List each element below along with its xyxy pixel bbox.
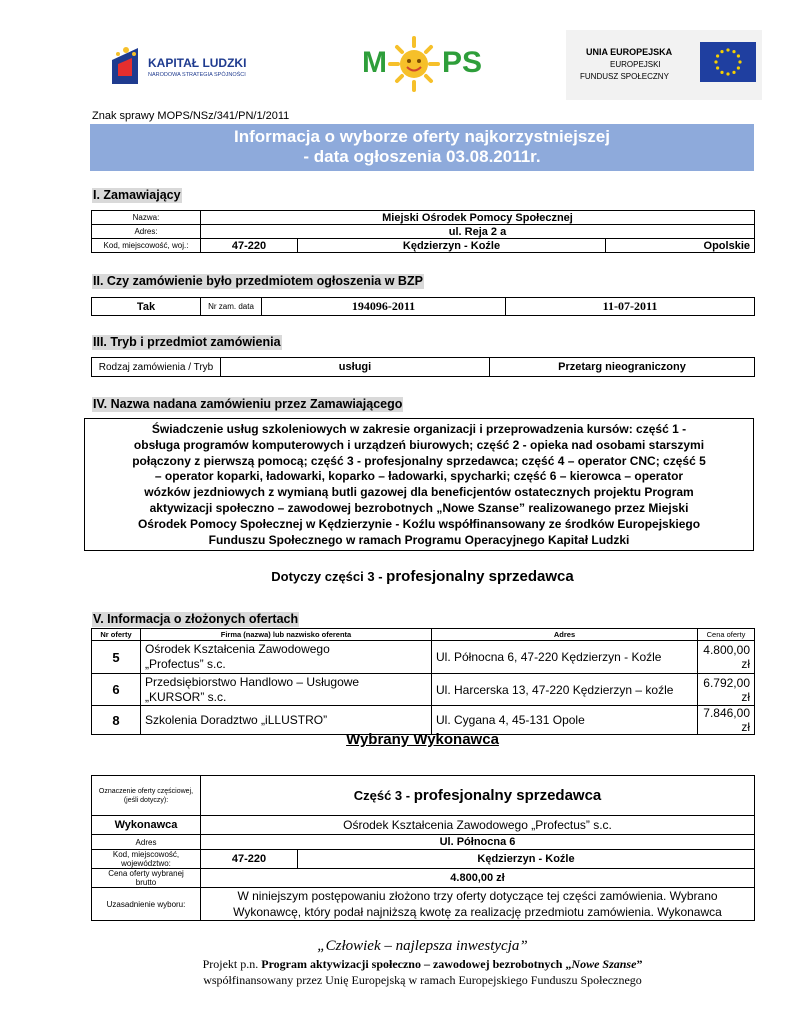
order-name-line: połączony z pierwszą pomocą; część 3 - profesjonalny sprzedawca; część 4 – operator CNC; część 5 bbox=[132, 453, 706, 468]
section3-heading: III. Tryb i przedmiot zamówienia bbox=[93, 335, 281, 349]
offer-firm-line2: „KURSOR” s.c. bbox=[145, 689, 227, 704]
offers-col-price: Cena oferty bbox=[698, 629, 755, 641]
order-name-box bbox=[84, 418, 754, 551]
offer-firm bbox=[141, 641, 432, 674]
mops-m: M bbox=[362, 46, 387, 79]
authority-city: Kędzierzyn - Koźle bbox=[298, 239, 606, 253]
offers-col-number: Nr oferty bbox=[92, 629, 141, 641]
kl-title: KAPITAŁ LUDZKI bbox=[148, 56, 247, 70]
justification-label: Uzasadnienie wyboru: bbox=[92, 888, 201, 921]
winner-code-label-line1: Kod, miejscowość, bbox=[112, 850, 180, 859]
title-banner bbox=[90, 124, 754, 171]
offer-number: 6 bbox=[92, 674, 141, 706]
authority-address: ul. Reja 2 a bbox=[201, 225, 755, 239]
offer-number: 8 bbox=[92, 706, 141, 735]
winner-price-label-line2: brutto bbox=[135, 878, 157, 887]
order-name-line: – operator koparki, ładowarki, koparko – ładowarki, spycharki; część 6 – kierowca – operator bbox=[154, 469, 684, 484]
section2-heading: II. Czy zamówienie było przedmiotem ogłoszenia w BZP bbox=[93, 274, 423, 288]
offer-price: 7.846,00 zł bbox=[698, 706, 755, 735]
mode-table bbox=[91, 357, 755, 377]
offer-firm-line1: Ośrodek Kształcenia Zawodowego bbox=[145, 642, 330, 656]
order-name-line: aktywizacji społeczno – zawodowej bezrobotnych „Nowe Szanse” realizowanego przez Miejski bbox=[149, 500, 689, 515]
winner-price-label bbox=[92, 869, 201, 888]
mops-logo bbox=[362, 36, 492, 92]
justification-line1: W niniejszym postępowaniu złożono trzy oferty dotyczące tej części zamówienia. Wybrano bbox=[237, 889, 718, 903]
order-name-line: wózków jezdniowych z wymianą butli gazowej dla beneficjentów ostatecznych projektu Program bbox=[144, 485, 694, 500]
offer-price: 4.800,00 zł bbox=[698, 641, 755, 674]
footer-project-line bbox=[0, 957, 791, 972]
winner-part-prefix: Część 3 - bbox=[353, 788, 414, 803]
winner-price: 4.800,00 zł bbox=[201, 869, 755, 888]
winner-city: Kędzierzyn - Koźle bbox=[298, 850, 755, 869]
eu-flag-icon bbox=[700, 42, 756, 82]
winner-heading: Wybrany Wykonawca bbox=[346, 731, 499, 748]
eu-logo bbox=[566, 30, 762, 100]
eu-line1: UNIA EUROPEJSKA bbox=[586, 47, 673, 57]
order-name-line: Ośrodek Pomocy Społecznej w Kędzierzynie - Koźlu współfinansowany ze środków Europejskiego bbox=[137, 516, 701, 531]
part-label bbox=[92, 776, 201, 816]
footer-motto: „Człowiek – najlepsza inwestycja” bbox=[317, 938, 528, 954]
footer-project-name: Program aktywizacji społeczno – zawodowej bezrobotnych „ bbox=[261, 957, 572, 971]
winner-code-label bbox=[92, 850, 201, 869]
bzp-label: Nr zam. data bbox=[201, 298, 262, 316]
footer-project-end: ” bbox=[636, 957, 643, 971]
footer-cofinance-line: współfinansowany przez Unię Europejską w ramach Europejskiego Funduszu Społecznego bbox=[203, 973, 642, 987]
section5-heading: V. Informacja o złożonych ofertach bbox=[93, 612, 299, 626]
offer-address: Ul. Harcerska 13, 47-220 Kędzierzyn – koźle bbox=[432, 674, 698, 706]
order-mode: Przetarg nieograniczony bbox=[490, 358, 755, 377]
offers-table bbox=[91, 628, 755, 735]
winner-part-name: profesjonalny sprzedawca bbox=[413, 787, 602, 804]
justification-text bbox=[201, 888, 755, 921]
code-label: Kod, miejscowość, woj.: bbox=[92, 239, 201, 253]
justification-line2: Wykonawcę, który podał najniższą kwotę za realizację przedmiotu zamówienia. Wykonawca bbox=[233, 905, 722, 919]
order-name-line: obsługa programów komputerowych i urządzeń biurowych; część 2 - opieka nad osobami starszymi bbox=[133, 437, 705, 452]
section1-heading: I. Zamawiający bbox=[93, 188, 181, 202]
bzp-table bbox=[91, 297, 755, 316]
part-heading-name: profesjonalny sprzedawca bbox=[386, 568, 574, 585]
winner-part bbox=[201, 776, 755, 816]
order-name-line: Świadczenie usług szkoleniowych w zakresie organizacji i przeprowadzenia kursów: część 1 - bbox=[151, 422, 687, 436]
winner-postal-code: 47-220 bbox=[201, 850, 298, 869]
contractor-label: Wykonawca bbox=[92, 816, 201, 835]
offer-firm-line1: Przedsiębiorstwo Handlowo – Usługowe bbox=[145, 674, 360, 689]
winner-contractor: Ośrodek Kształcenia Zawodowego „Profectus” s.c. bbox=[201, 816, 755, 835]
contracting-authority-table bbox=[91, 210, 755, 253]
sun-icon bbox=[388, 36, 440, 92]
kapital-ludzki-logo bbox=[108, 40, 268, 90]
offer-firm-line2: „Profectus” s.c. bbox=[145, 657, 226, 671]
address-label: Adres: bbox=[92, 225, 201, 239]
part-heading bbox=[0, 568, 791, 586]
section4-heading: IV. Nazwa nadana zamówieniu przez Zamawiającego bbox=[93, 397, 403, 411]
winner-table bbox=[91, 775, 755, 921]
offer-firm: Szkolenia Doradztwo „iLLUSTRO” bbox=[141, 706, 432, 735]
offer-price: 6.792,00 zł bbox=[698, 674, 755, 706]
winner-address-label: Adres bbox=[92, 835, 201, 850]
eu-line2: EUROPEJSKI bbox=[610, 60, 661, 69]
offer-firm bbox=[141, 674, 432, 706]
kapital-ludzki-emblem-icon bbox=[108, 40, 144, 88]
name-label: Nazwa: bbox=[92, 211, 201, 225]
authority-voivodeship: Opolskie bbox=[606, 239, 755, 253]
footer-project-italic: Nowe Szanse bbox=[571, 957, 637, 971]
title-line1: Informacja o wyborze oferty najkorzystniejszej bbox=[233, 127, 610, 146]
authority-name: Miejski Ośrodek Pomocy Społecznej bbox=[201, 211, 755, 225]
bzp-number: 194096-2011 bbox=[262, 298, 506, 316]
offers-col-address: Adres bbox=[432, 629, 698, 641]
bzp-answer: Tak bbox=[92, 298, 201, 316]
mode-label: Rodzaj zamówienia / Tryb bbox=[92, 358, 221, 377]
mops-ps: PS bbox=[442, 46, 483, 79]
authority-postal-code: 47-220 bbox=[201, 239, 298, 253]
kl-subtitle: NARODOWA STRATEGIA SPÓJNOŚCI bbox=[148, 72, 246, 78]
eu-line3: FUNDUSZ SPOŁECZNY bbox=[580, 72, 669, 81]
offers-col-firm: Firma (nazwa) lub nazwisko oferenta bbox=[141, 629, 432, 641]
part-label-line1: Oznaczenie oferty częściowej, bbox=[98, 787, 194, 795]
footer-project-prefix: Projekt p.n. bbox=[202, 957, 262, 971]
order-name-line: Funduszu Społecznego w ramach Programu Operacyjnego Kapitał Ludzki bbox=[208, 532, 630, 547]
offer-address: Ul. Cygana 4, 45-131 Opole bbox=[432, 706, 698, 735]
winner-code-label-line2: województwo: bbox=[121, 859, 171, 868]
part-label-line2: (jeśli dotyczy): bbox=[123, 796, 169, 804]
offer-address: Ul. Północna 6, 47-220 Kędzierzyn - Koźle bbox=[432, 641, 698, 674]
order-type: usługi bbox=[221, 358, 490, 377]
title-line2: - data ogłoszenia 03.08.2011r. bbox=[303, 147, 541, 166]
table-row bbox=[92, 674, 755, 706]
case-number: Znak sprawy MOPS/NSz/341/PN/1/2011 bbox=[92, 110, 290, 122]
offer-number: 5 bbox=[92, 641, 141, 674]
winner-address: Ul. Północna 6 bbox=[201, 835, 755, 850]
bzp-date: 11-07-2011 bbox=[506, 298, 755, 316]
part-heading-prefix: Dotyczy części 3 - bbox=[271, 569, 387, 584]
winner-price-label-line1: Cena oferty wybranej bbox=[108, 869, 184, 878]
table-row bbox=[92, 641, 755, 674]
